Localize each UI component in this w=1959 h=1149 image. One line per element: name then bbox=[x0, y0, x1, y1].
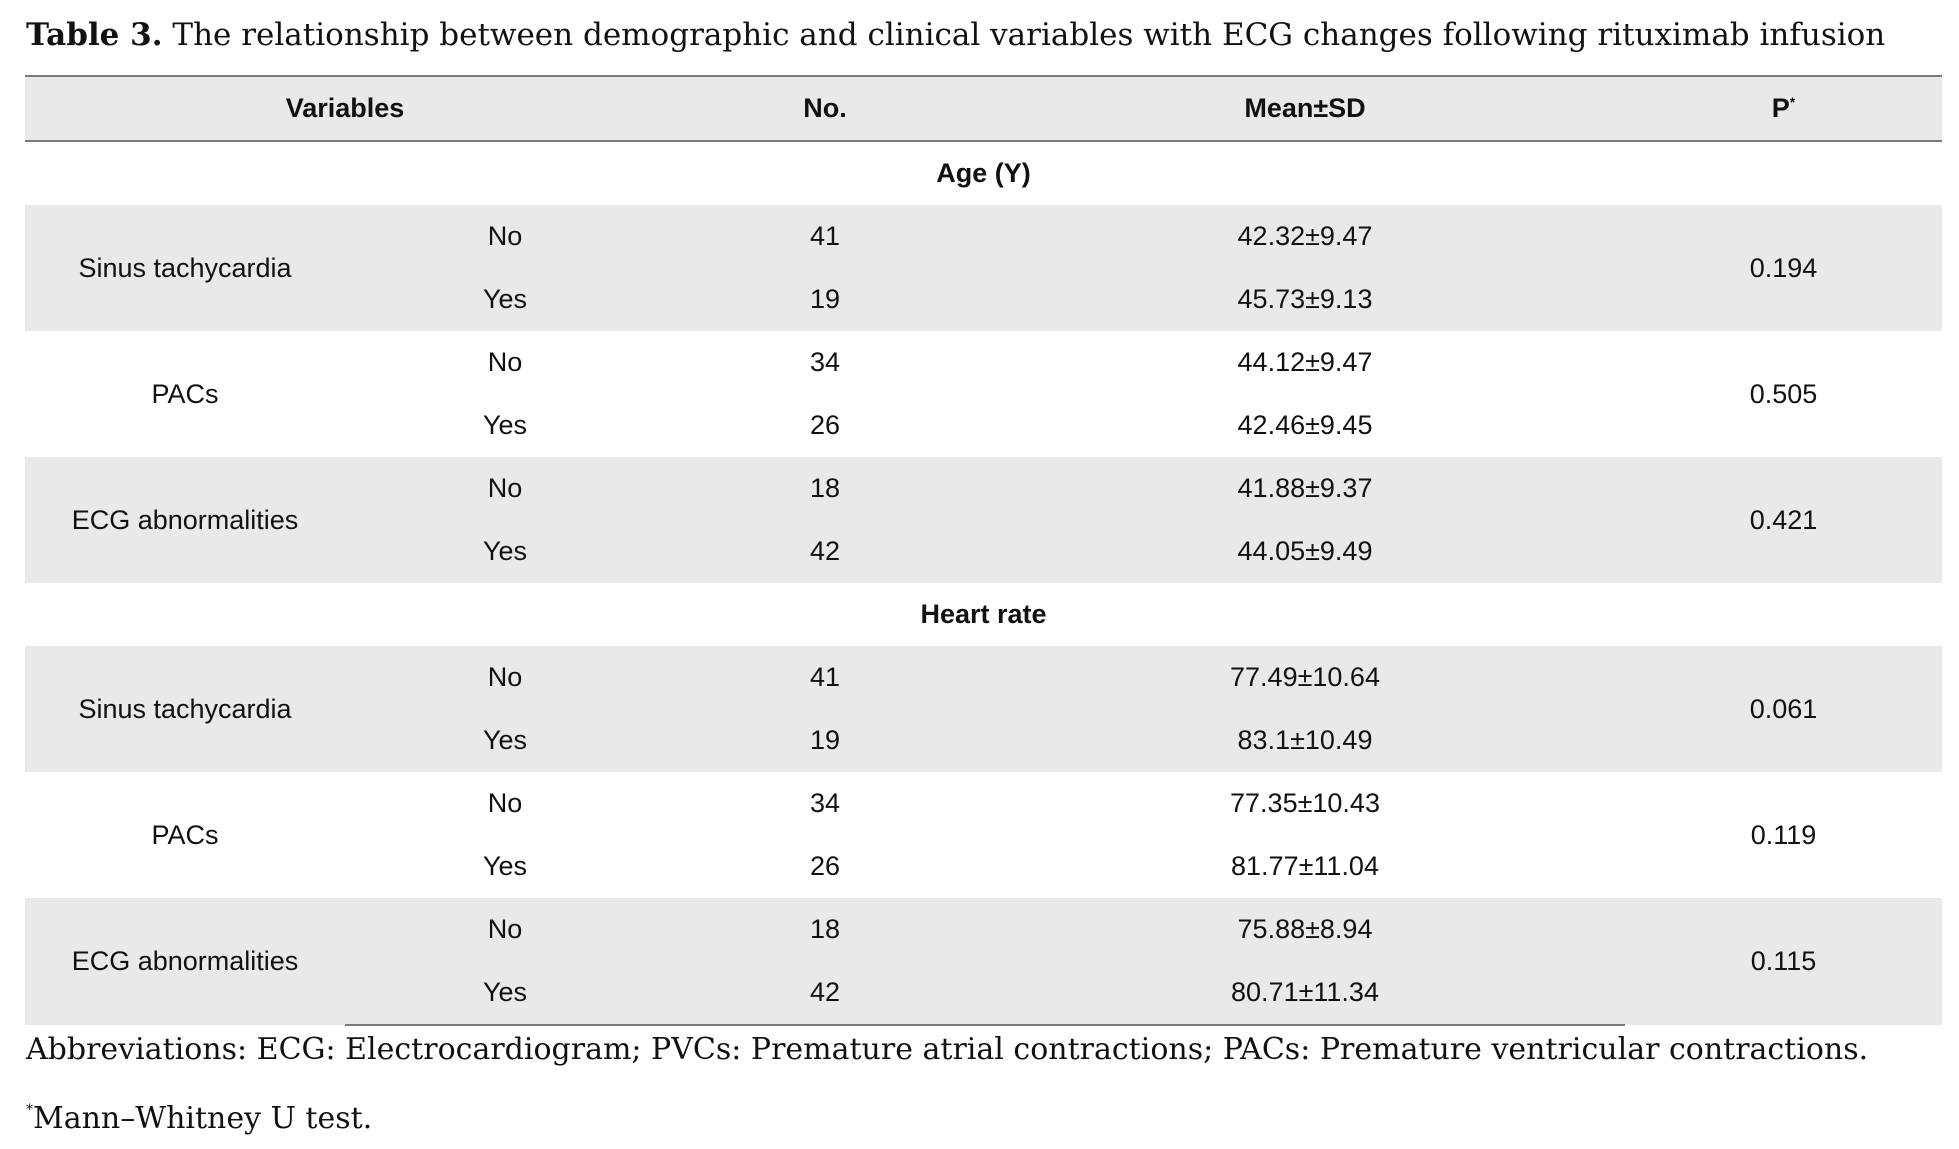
row-n: 19 bbox=[665, 709, 985, 772]
row-mean-sd: 81.77±11.04 bbox=[985, 835, 1625, 898]
table-caption bbox=[26, 10, 1885, 60]
table-caption-text: The relationship between demographic and clinical variables with ECG changes following rituximab infusion bbox=[172, 17, 1886, 53]
row-n: 18 bbox=[665, 898, 985, 961]
group-name: Sinus tachycardia bbox=[25, 205, 345, 331]
row-sub: No bbox=[345, 331, 665, 394]
group-name: Sinus tachycardia bbox=[25, 646, 345, 772]
row-mean-sd: 42.32±9.47 bbox=[985, 205, 1625, 268]
row-mean-sd: 80.71±11.34 bbox=[985, 961, 1625, 1025]
row-sub: No bbox=[345, 898, 665, 961]
header-p bbox=[1625, 76, 1942, 141]
row-n: 34 bbox=[665, 331, 985, 394]
row-mean-sd: 77.35±10.43 bbox=[985, 772, 1625, 835]
row-n: 18 bbox=[665, 457, 985, 520]
table-row bbox=[25, 457, 1942, 520]
footnote-test-text: Mann–Whitney U test. bbox=[33, 1101, 373, 1136]
table-row bbox=[25, 772, 1942, 835]
footnote-abbreviations: Abbreviations: ECG: Electrocardiogram; PVCs: Premature atrial contractions; PACs: Premature ventricular contractions. bbox=[26, 1032, 1869, 1067]
header-p-label: P bbox=[1771, 93, 1790, 123]
group-p: 0.119 bbox=[1625, 772, 1942, 898]
group-name: ECG abnormalities bbox=[25, 457, 345, 583]
group-p: 0.115 bbox=[1625, 898, 1942, 1025]
row-n: 26 bbox=[665, 394, 985, 457]
results-table bbox=[25, 75, 1942, 1026]
row-sub: No bbox=[345, 457, 665, 520]
table-caption-label: Table 3. bbox=[26, 17, 163, 53]
row-n: 41 bbox=[665, 646, 985, 709]
table-footnotes bbox=[26, 1020, 1868, 1149]
group-name: ECG abnormalities bbox=[25, 898, 345, 1025]
group-p: 0.505 bbox=[1625, 331, 1942, 457]
row-n: 41 bbox=[665, 205, 985, 268]
footnote-test bbox=[26, 1080, 1868, 1149]
row-sub: No bbox=[345, 646, 665, 709]
section-title: Heart rate bbox=[25, 583, 1942, 646]
table-row bbox=[25, 331, 1942, 394]
row-n: 26 bbox=[665, 835, 985, 898]
row-sub: Yes bbox=[345, 520, 665, 583]
row-n: 42 bbox=[665, 520, 985, 583]
table-header-row bbox=[25, 76, 1942, 141]
row-sub: No bbox=[345, 205, 665, 268]
row-mean-sd: 75.88±8.94 bbox=[985, 898, 1625, 961]
table-row bbox=[25, 646, 1942, 709]
row-n: 42 bbox=[665, 961, 985, 1025]
header-variables: Variables bbox=[25, 76, 665, 141]
row-sub: Yes bbox=[345, 961, 665, 1025]
section-title: Age (Y) bbox=[25, 141, 1942, 205]
header-p-marker: * bbox=[1789, 94, 1796, 110]
group-p: 0.061 bbox=[1625, 646, 1942, 772]
footnote-test-marker: * bbox=[26, 1102, 33, 1118]
section-row-age bbox=[25, 141, 1942, 205]
row-mean-sd: 44.05±9.49 bbox=[985, 520, 1625, 583]
table-row bbox=[25, 205, 1942, 268]
header-mean-sd: Mean±SD bbox=[985, 76, 1625, 141]
row-mean-sd: 45.73±9.13 bbox=[985, 268, 1625, 331]
header-no: No. bbox=[665, 76, 985, 141]
row-n: 34 bbox=[665, 772, 985, 835]
section-row-heart-rate bbox=[25, 583, 1942, 646]
row-n: 19 bbox=[665, 268, 985, 331]
row-sub: Yes bbox=[345, 835, 665, 898]
row-mean-sd: 44.12±9.47 bbox=[985, 331, 1625, 394]
row-mean-sd: 42.46±9.45 bbox=[985, 394, 1625, 457]
group-p: 0.421 bbox=[1625, 457, 1942, 583]
row-mean-sd: 83.1±10.49 bbox=[985, 709, 1625, 772]
group-p: 0.194 bbox=[1625, 205, 1942, 331]
group-name: PACs bbox=[25, 331, 345, 457]
row-mean-sd: 77.49±10.64 bbox=[985, 646, 1625, 709]
row-sub: Yes bbox=[345, 709, 665, 772]
row-sub: No bbox=[345, 772, 665, 835]
row-sub: Yes bbox=[345, 394, 665, 457]
row-mean-sd: 41.88±9.37 bbox=[985, 457, 1625, 520]
row-sub: Yes bbox=[345, 268, 665, 331]
group-name: PACs bbox=[25, 772, 345, 898]
table-row bbox=[25, 898, 1942, 961]
